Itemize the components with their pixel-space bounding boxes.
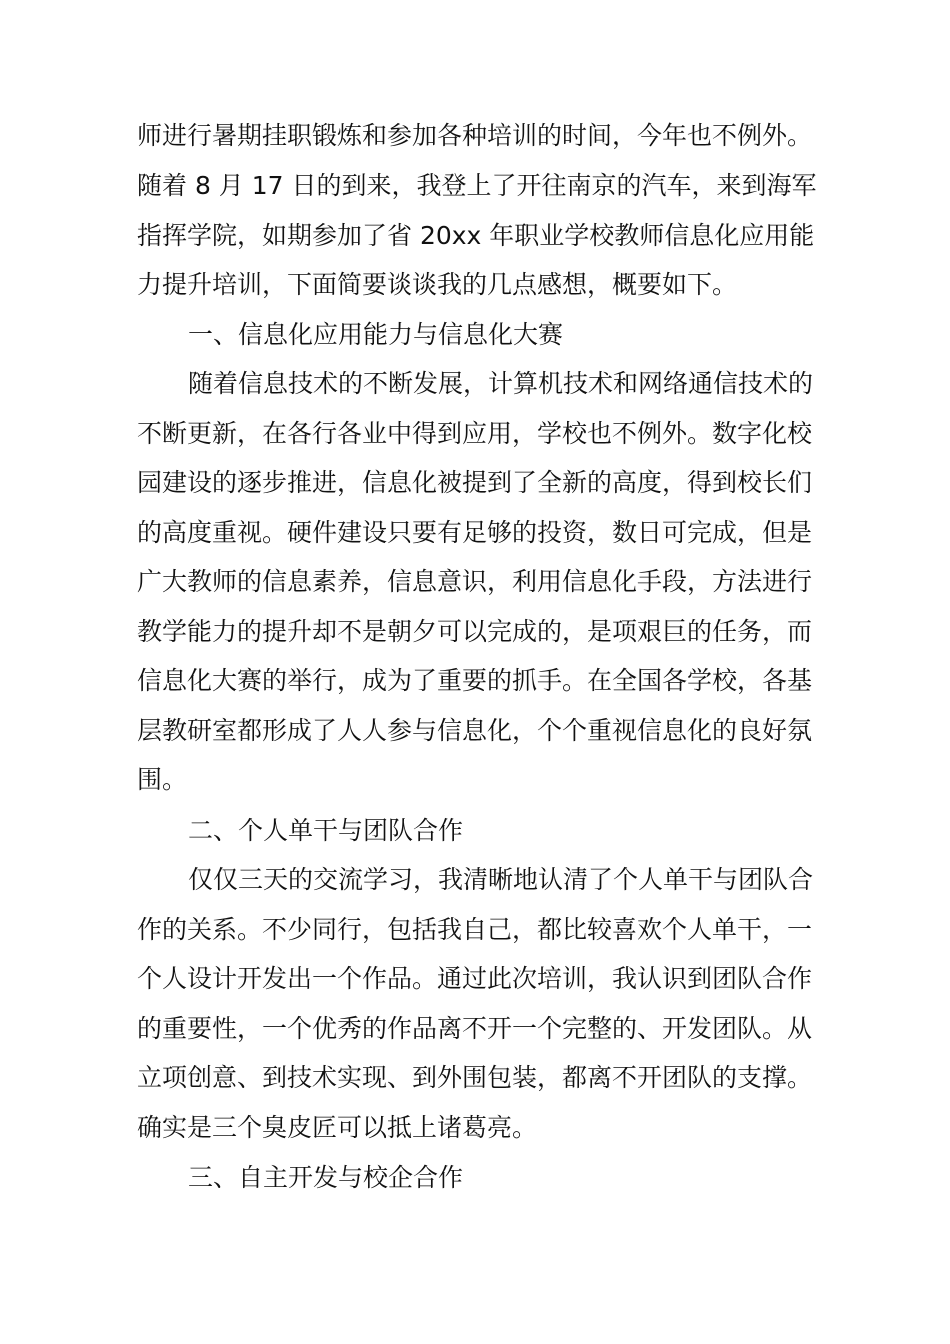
- paragraph-line: 的高度重视。硬件建设只要有足够的投资，数日可完成，但是: [137, 518, 813, 547]
- paragraph-line: 立项创意、到技术实现、到外围包装，都离不开团队的支撑。: [137, 1063, 813, 1092]
- section-heading-1: 一、信息化应用能力与信息化大赛: [188, 320, 564, 349]
- paragraph-line: 个人设计开发出一个作品。通过此次培训，我认识到团队合作: [137, 964, 813, 993]
- paragraph-line: 仅仅三天的交流学习，我清晰地认清了个人单干与团队合: [188, 865, 814, 894]
- paragraph-line: 指挥学院，如期参加了省 20xx 年职业学校教师信息化应用能: [137, 221, 815, 250]
- paragraph-line: 力提升培训，下面简要谈谈我的几点感想，概要如下。: [137, 270, 738, 299]
- paragraph-line: 围。: [137, 765, 188, 794]
- paragraph-line: 不断更新，在各行各业中得到应用，学校也不例外。数字化校: [137, 419, 813, 448]
- section-heading-2: 二、个人单干与团队合作: [188, 816, 464, 845]
- paragraph-line: 广大教师的信息素养，信息意识，利用信息化手段，方法进行: [137, 567, 813, 596]
- section-heading-3: 三、自主开发与校企合作: [188, 1163, 464, 1192]
- paragraph-line: 园建设的逐步推进，信息化被提到了全新的高度，得到校长们: [137, 468, 813, 497]
- paragraph-line: 师进行暑期挂职锻炼和参加各种培训的时间，今年也不例外。: [137, 121, 813, 150]
- paragraph-line: 确实是三个臭皮匠可以抵上诸葛亮。: [137, 1113, 538, 1142]
- paragraph-line: 作的关系。不少同行，包括我自己，都比较喜欢个人单干，一: [137, 915, 813, 944]
- paragraph-line: 教学能力的提升却不是朝夕可以完成的，是项艰巨的任务，而: [137, 617, 813, 646]
- paragraph-line: 层教研室都形成了人人参与信息化，个个重视信息化的良好氛: [137, 716, 813, 745]
- paragraph-line: 随着信息技术的不断发展，计算机技术和网络通信技术的: [188, 369, 814, 398]
- paragraph-line: 随着 8 月 17 日的到来，我登上了开往南京的汽车，来到海军: [137, 171, 817, 200]
- paragraph-line: 的重要性，一个优秀的作品离不开一个完整的、开发团队。从: [137, 1014, 813, 1043]
- paragraph-line: 信息化大赛的举行，成为了重要的抓手。在全国各学校，各基: [137, 666, 813, 695]
